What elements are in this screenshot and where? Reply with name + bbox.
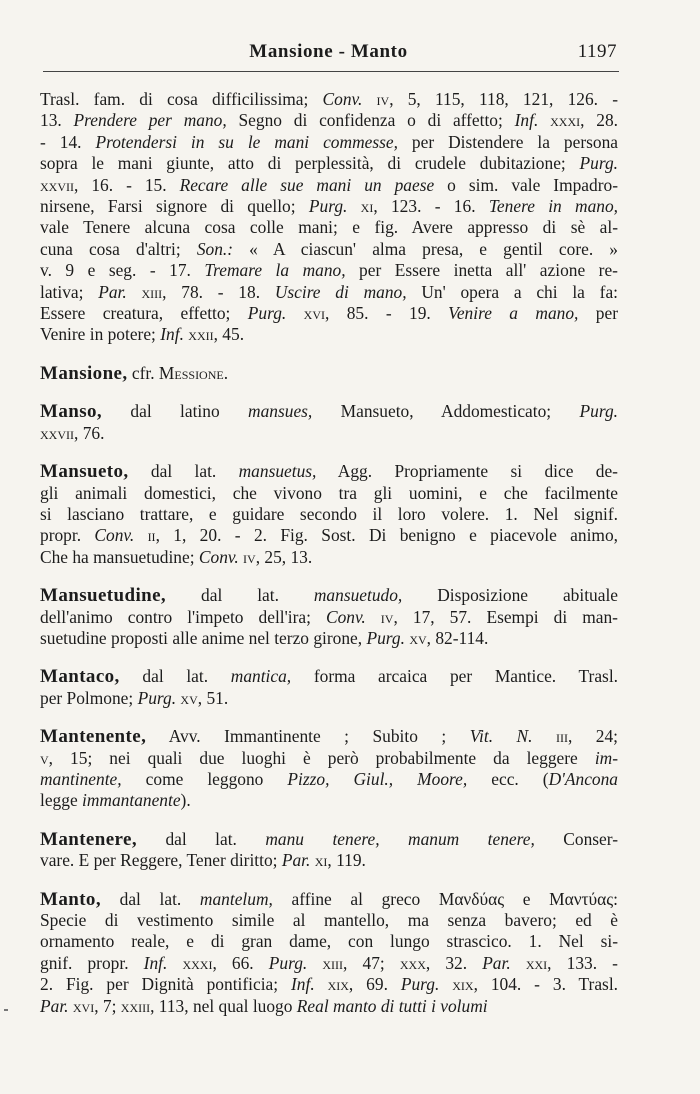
dictionary-entry [40, 889, 618, 1017]
text-line [40, 217, 618, 238]
small-caps-text: ii [147, 525, 156, 546]
text-line [40, 525, 618, 546]
text-run: , 5, 115, 118, 121, 126. - [389, 89, 618, 109]
small-caps-text: xiii [322, 952, 344, 973]
dictionary-entry [40, 461, 618, 568]
text-run: , 85. - 19. [324, 303, 449, 324]
text-line [40, 461, 618, 482]
text-run [315, 974, 328, 994]
text-line [40, 175, 618, 196]
small-caps-text: xi [360, 196, 374, 217]
small-caps-text: xvi [303, 303, 325, 324]
italic-text: Conv. [325, 606, 366, 627]
text-line [40, 910, 618, 931]
italic-text: Inf. [160, 324, 184, 345]
text-line [40, 363, 618, 384]
entry-headword: Manso, [40, 401, 103, 423]
italic-text: Purg. [137, 687, 177, 708]
text-run: , 76. [74, 422, 105, 443]
text-run: forma arcaica per Mantice. Trasl. [291, 666, 618, 687]
text-line [40, 547, 618, 568]
italic-text: Purg. [366, 627, 405, 648]
text-run: , 24; [567, 726, 619, 747]
italic-text: Inf. [514, 110, 539, 131]
text-line [40, 483, 618, 504]
text-run: , 119. [327, 850, 366, 871]
italic-text: immantanente [82, 790, 181, 811]
text-line [40, 666, 618, 687]
text-run [538, 110, 550, 130]
italic-text: Son.: [196, 238, 234, 259]
entry-headword: Manto, [40, 888, 101, 910]
text-run: come leggono [121, 768, 288, 789]
text-run: Che ha mansuetudine; [40, 546, 199, 567]
small-caps-text: xxi [525, 952, 548, 973]
page-number: 1197 [577, 41, 617, 62]
small-caps-text: Messione [158, 362, 224, 383]
text-run: , 25, 13. [255, 546, 313, 567]
text-line [40, 931, 618, 952]
small-caps-text: iv [380, 606, 394, 627]
text-line [40, 260, 618, 281]
text-run: cuna cosa d'altri; [40, 238, 197, 259]
text-run [127, 282, 142, 302]
italic-text: D'Ancona [548, 768, 618, 789]
entry-headword: Mansueto, [40, 461, 129, 483]
italic-text: Conv. [94, 525, 135, 546]
italic-text: mantinente, [40, 768, 122, 789]
small-caps-text: iv [243, 546, 256, 567]
text-run: , 104. - 3. Trasl. [473, 974, 618, 995]
text-line [40, 790, 618, 811]
text-run: ornamento reale, e di gran dame, con lungo strascico. 1. Nel si- [40, 931, 618, 952]
text-line [40, 196, 618, 217]
text-run: 13. [40, 110, 74, 131]
text-run: dal lat. [100, 888, 200, 909]
entry-headword: Mantaco, [40, 666, 120, 688]
text-run: per Essere inetta all' azione re- [345, 260, 618, 281]
text-run [167, 953, 182, 973]
text-line [40, 953, 618, 974]
small-caps-text: xxiii [120, 995, 151, 1016]
text-run: ). [180, 790, 191, 811]
small-caps-text: xxxi [550, 110, 581, 131]
small-caps-text: xxvii [40, 422, 74, 443]
text-line [40, 132, 618, 153]
small-caps-text: xix [452, 974, 474, 995]
italic-text: Protendersi in su le mani commesse, [95, 131, 398, 152]
text-line [40, 324, 618, 345]
small-caps-text: iii [555, 726, 568, 747]
text-run: , 32. [425, 952, 483, 973]
italic-text: Purg. [579, 153, 618, 174]
small-caps-text: xv [409, 627, 427, 648]
small-caps-text: xxx [399, 952, 426, 973]
text-run: ecc. ( [467, 768, 549, 789]
text-run: dell'animo contro l'impeto dell'ira; [40, 606, 326, 627]
page-body [40, 89, 618, 1017]
text-run: , 78. - 18. [162, 281, 275, 302]
text-run: , 133. - [547, 952, 618, 973]
text-run: vare. E per Reggere, Tener diritto; [40, 850, 282, 871]
italic-text: Vit. N. [469, 726, 533, 747]
continuation-paragraph [40, 89, 618, 346]
text-run: Avv. Immantinente ; Subito ; [146, 726, 470, 747]
italic-text: Tenere in mano, [488, 196, 619, 217]
dictionary-entry [40, 726, 618, 812]
italic-text: Par. [98, 281, 127, 302]
text-line [40, 401, 618, 422]
italic-text: Uscire di mano, [274, 281, 407, 302]
text-run: cfr. [127, 362, 159, 383]
text-run: Un' opera a chi la fa: [406, 281, 618, 302]
text-run: propr. [40, 525, 95, 546]
text-run: Agg. Propriamente si dice de- [316, 461, 618, 482]
text-line [40, 110, 618, 131]
italic-text: Real manto di tutti i volumi [296, 995, 488, 1016]
text-run: , 28. [580, 110, 618, 131]
text-run: Specie di vestimento simile al mantello, ma senza bavero; ed è [40, 910, 618, 930]
text-run [134, 525, 147, 545]
text-run: , 113, nel qual luogo [150, 995, 297, 1016]
italic-text: Conv. [198, 546, 239, 567]
text-run: suetudine proposti alle anime nel terzo girone, [40, 627, 367, 648]
small-caps-text: xxvii [40, 174, 74, 195]
text-run: , 82-114. [426, 627, 489, 648]
text-line [40, 239, 618, 260]
small-caps-text: xvi [72, 995, 95, 1016]
text-run: per Polmone; [40, 687, 138, 708]
italic-text: im- [594, 747, 618, 768]
dictionary-entry [40, 401, 618, 444]
dictionary-entry [40, 829, 618, 872]
text-run: 2. Fig. per Dignità pontificia; [40, 974, 291, 995]
text-run: Mansueto, Addomesticato; [312, 401, 580, 422]
italic-text: Purg. [579, 401, 618, 422]
text-line [40, 769, 618, 790]
text-run: , 51. [197, 687, 229, 708]
text-run: , 7; [94, 995, 121, 1016]
text-line [40, 607, 618, 628]
text-run [511, 953, 526, 973]
italic-text: mansuetus, [238, 461, 317, 482]
italic-text: mansuetudo, [313, 585, 403, 606]
text-run: , 17, 57. Esempi di man- [393, 606, 618, 627]
small-caps-text: xxii [188, 324, 214, 345]
italic-text: Inf. [291, 974, 315, 995]
text-run: dal lat. [119, 666, 231, 687]
text-run [366, 607, 381, 627]
entry-headword: Mansuetudine, [40, 585, 167, 607]
text-run: vale Tenere alcuna cosa colle mani; e fig. Avere appresso di sè al- [40, 217, 618, 238]
text-run: Disposizione abituale [402, 585, 618, 606]
text-run: , 66. [212, 952, 269, 973]
text-line [40, 726, 618, 747]
dictionary-entry [40, 363, 618, 384]
italic-text: Prendere per mano, [73, 110, 227, 131]
small-caps-text: xiii [141, 281, 163, 302]
small-caps-text: xi [314, 850, 328, 871]
text-run: v. 9 e seg. - 17. [40, 260, 205, 281]
small-caps-text: xix [327, 974, 349, 995]
running-title: Mansione - Manto [249, 41, 408, 62]
dictionary-entry [40, 585, 618, 649]
text-run: dal lat. [166, 585, 314, 606]
text-run: Segno di confidenza o di affetto; [226, 110, 515, 131]
italic-text: Par. [482, 952, 511, 973]
running-header [40, 41, 617, 71]
text-run [307, 953, 322, 973]
italic-text: Tremare la mano, [204, 260, 346, 281]
text-run: , 45. [213, 324, 245, 345]
text-run: per Distendere la persona [397, 131, 618, 152]
text-line [40, 688, 618, 709]
italic-text: mantelum, [199, 888, 273, 909]
text-line [40, 423, 618, 444]
italic-text: Purg. [308, 196, 348, 217]
text-run: gnif. propr. [40, 952, 144, 973]
entry-headword: Mantenere, [40, 828, 138, 850]
text-line [40, 504, 618, 525]
text-run: , 1, 20. - 2. Fig. Sost. Di benigno e piacevole animo, [155, 525, 618, 546]
italic-text: Inf. [143, 952, 168, 973]
italic-text: Purg. [400, 974, 440, 995]
text-run [286, 303, 303, 323]
text-run: o sim. vale Impadro- [434, 174, 618, 195]
text-run: Essere creatura, effetto; [40, 303, 248, 324]
text-line [40, 282, 618, 303]
small-caps-text: xxxi [182, 952, 213, 973]
text-line [40, 829, 618, 850]
text-line [40, 303, 618, 324]
text-line [40, 628, 618, 649]
text-run: lativa; [40, 281, 99, 302]
text-run: affine al greco Μανδύας e Μαντύας: [272, 888, 618, 909]
italic-text: manu tenere, manum tenere, [265, 828, 535, 849]
italic-text: Purg. [268, 952, 308, 973]
text-run [362, 89, 376, 109]
italic-text: Par. [40, 995, 69, 1016]
text-line [40, 153, 618, 174]
text-run: dal lat. [128, 461, 239, 482]
text-run: , 69. [348, 974, 401, 995]
text-run: , 15; nei quali due luoghi è però probabilmente da leggere [48, 747, 595, 768]
text-run: si lasciano trattare, e guidare secondo il loro volere. 1. Nel signif. [40, 503, 618, 524]
italic-text: mantica, [230, 666, 292, 687]
text-run: gli animali domestici, che vivono tra gli uomini, e che facilmente [40, 482, 618, 503]
text-run: Trasl. fam. di cosa difficilissima; [40, 89, 323, 109]
text-run: legge [40, 790, 83, 811]
italic-text: Recare alle sue mani un paese [179, 174, 435, 195]
italic-text: Venire a mano, [448, 303, 579, 324]
small-caps-text: xv [180, 687, 198, 708]
text-run: sopra le mani giunte, atto di perplessità, di crudele dubitazione; [40, 153, 580, 174]
text-line [40, 748, 618, 769]
entry-list [40, 363, 618, 1017]
text-run: , 123. - 16. [373, 196, 489, 217]
text-run: Venire in potere; [40, 324, 161, 345]
text-run [532, 726, 555, 746]
italic-text: mansues, [248, 401, 313, 422]
text-run [347, 196, 360, 216]
text-line [40, 974, 618, 995]
italic-text: Purg. [247, 303, 287, 324]
text-run: « A ciascun' alma presa, e gentil core. » [233, 238, 619, 259]
text-run: dal latino [102, 401, 249, 422]
italic-text: Par. [281, 850, 311, 871]
italic-text: Pizzo, Giul., Moore, [287, 768, 468, 789]
header-rule [43, 71, 619, 72]
small-caps-text: v [40, 747, 49, 768]
text-run: . [223, 362, 229, 383]
text-line [40, 996, 618, 1017]
dictionary-entry [40, 666, 618, 709]
text-run: per [578, 303, 618, 324]
text-line [40, 850, 618, 871]
small-caps-text: iv [376, 89, 390, 109]
text-line [40, 89, 618, 110]
entry-headword: Mansione, [40, 362, 128, 384]
entry-headword: Mantenente, [40, 726, 147, 748]
margin-mark [4, 1009, 8, 1011]
text-line [40, 889, 618, 910]
text-run: , 16. - 15. [74, 174, 180, 195]
italic-text: Conv. [322, 89, 363, 109]
text-line [40, 585, 618, 606]
text-run: - 14. [40, 131, 96, 152]
text-run: , 47; [343, 952, 400, 973]
text-run: Conser- [534, 828, 618, 849]
text-run [439, 974, 452, 994]
text-run: dal lat. [137, 828, 266, 849]
text-run: nirsene, Farsi signore di quello; [40, 196, 309, 217]
